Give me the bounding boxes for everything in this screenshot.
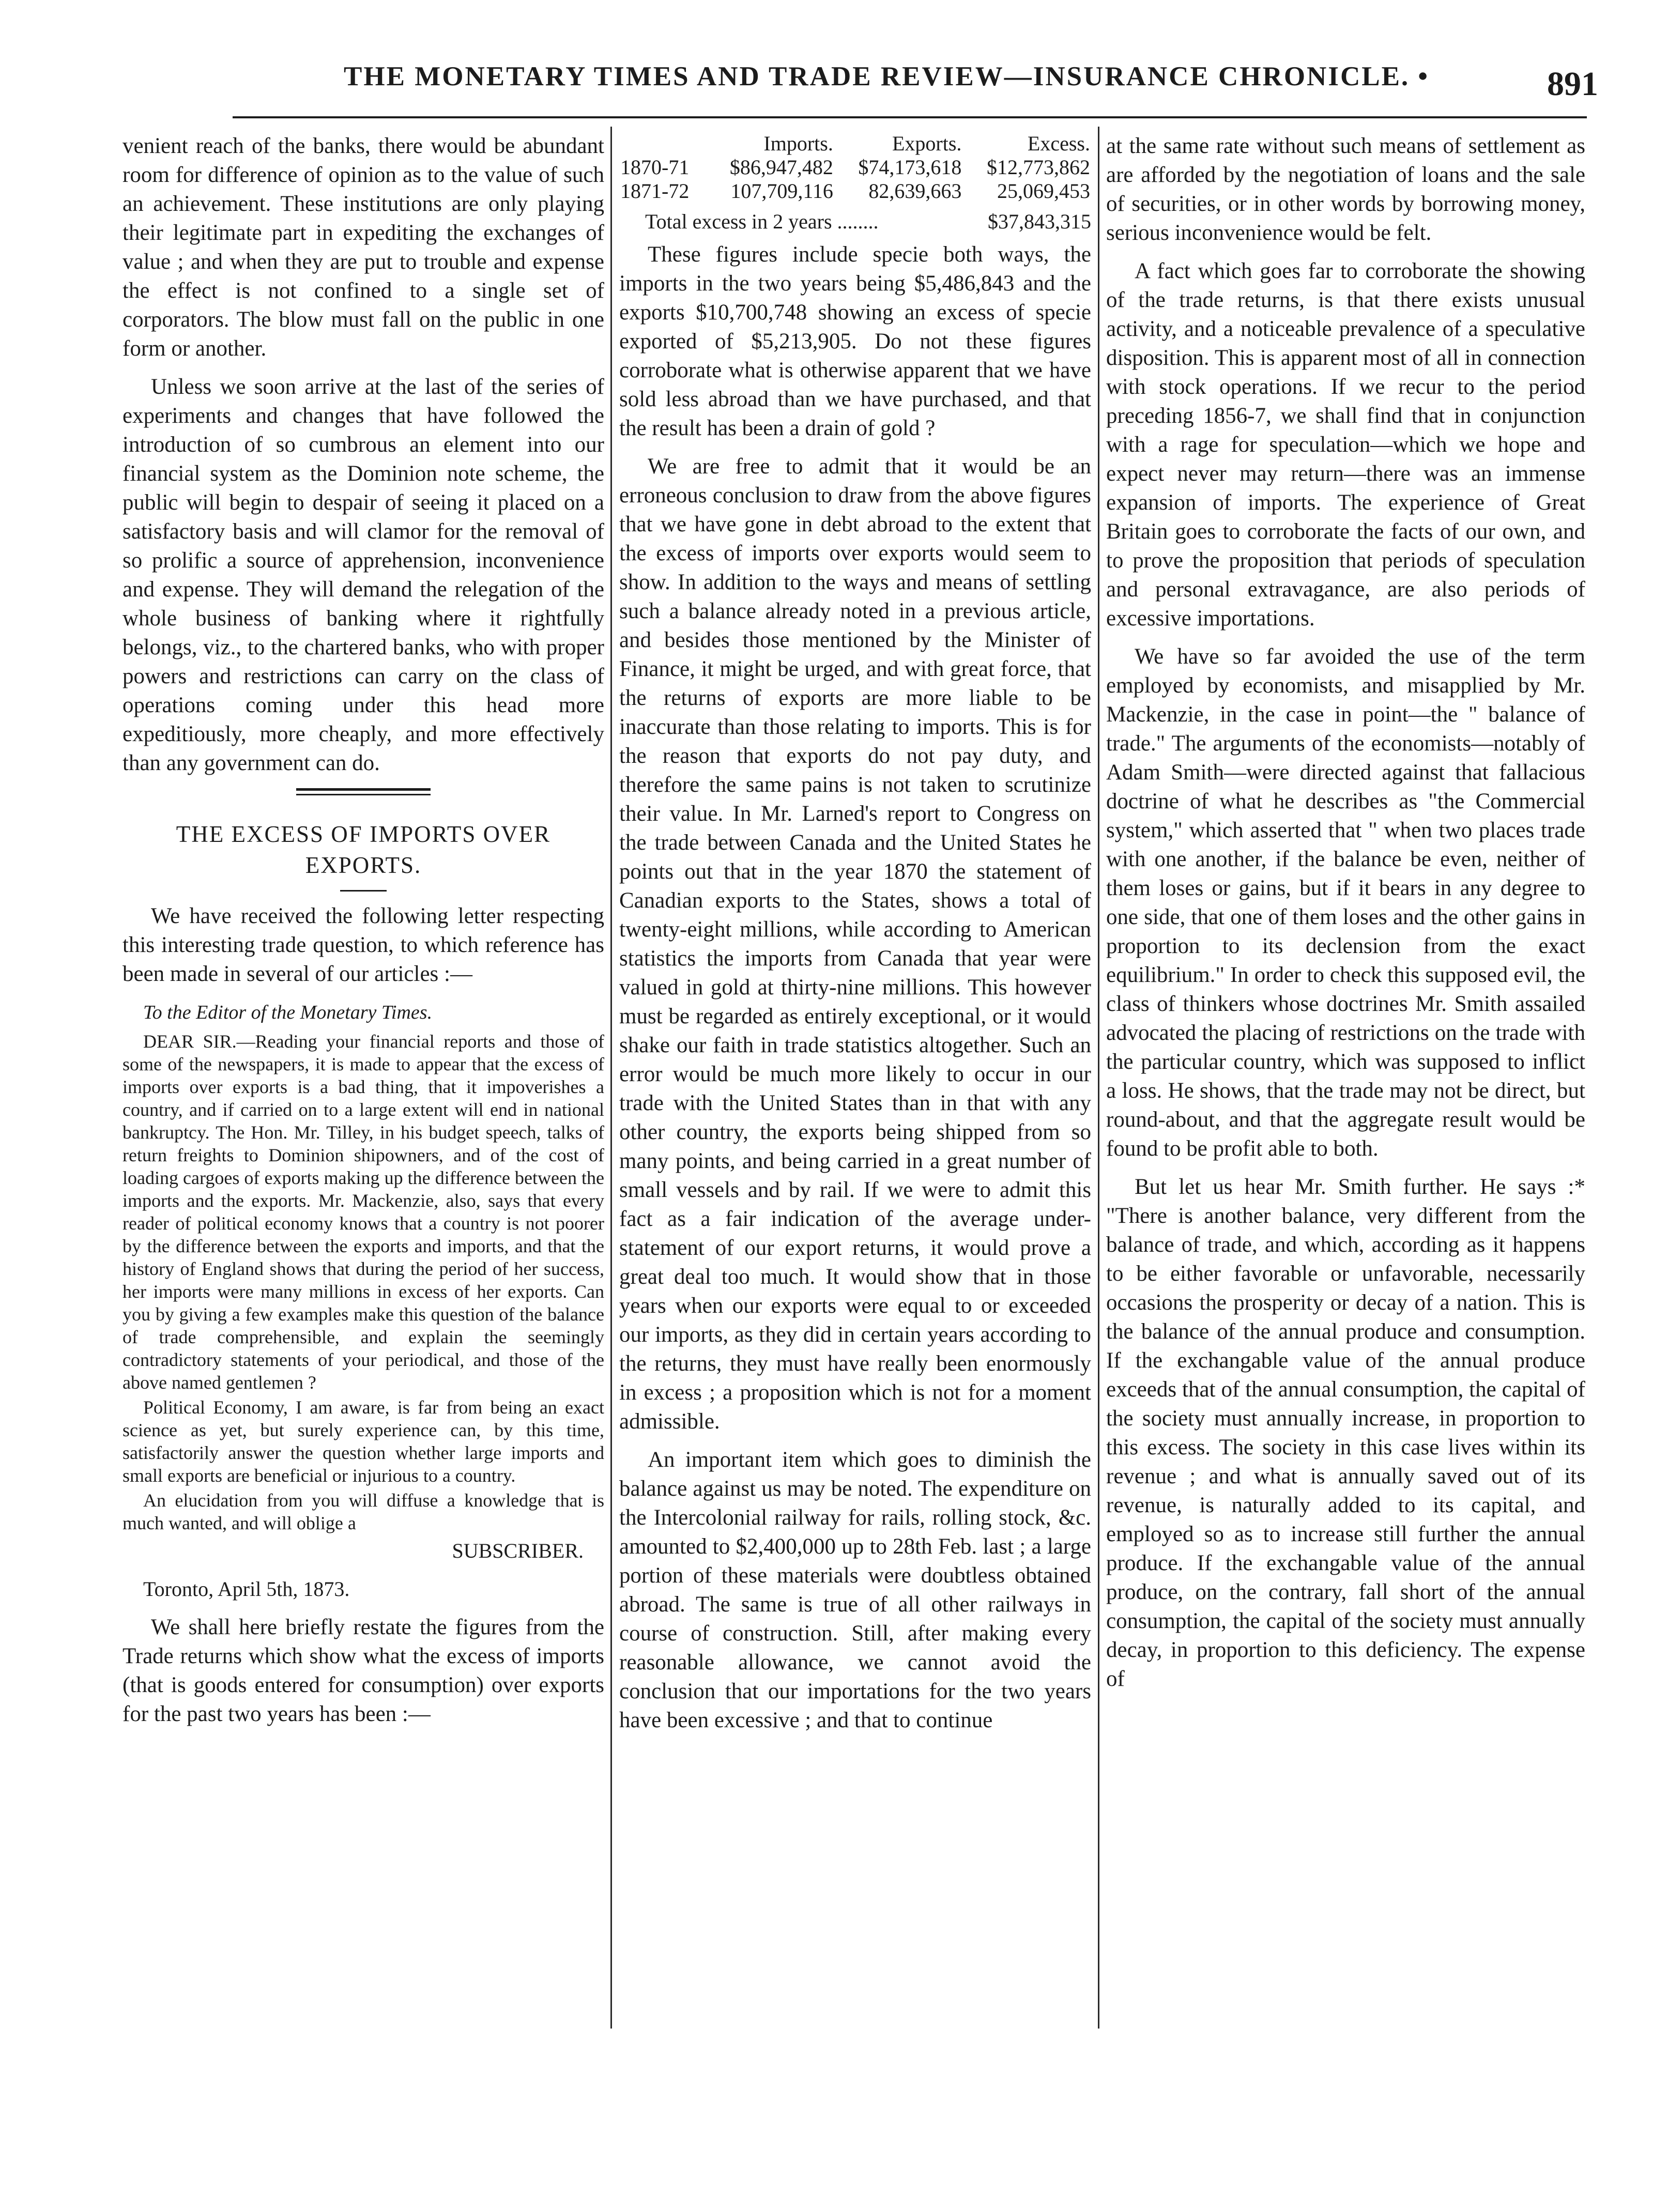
paragraph: venient reach of the banks, there would be abundant room for difference of opinion as to the value of such an achievement. These institutions are only playing their legitimate part in expediting the exchanges of value ; and when they are put to trouble and expense the effect is not confined to a single set of corporators. The blow must fall on the public in one form or another. <box>123 134 604 361</box>
paragraph: We are free to admit that it would be an erroneous conclusion to draw from the above figures that we have gone in debt abroad to the extent that the excess of imports over exports would seem to show. In addition to the ways and means of settling such a balance already noted in a previous article, and besides those mentioned by the Minister of Finance, it might be urged, and with great force, that the returns of exports are more liable to be inaccurate than those relating to imports. This is for the reason that exports do not pay duty, and therefore the same pains is not taken to scrutinize their value. In Mr. Larned's report to Congress on the trade between Canada and the United States he points out that in the year 1870 the statement of Canadian exports to the States, shows a total of twenty-eight millions, while according to American statistics the imports from Canada that year were valued in gold at thirty-nine millions. This however must be regarded as entirely exceptional, or it would shake our faith in trade statistics altogether. Such an error would be much more likely to occur in our trade with the United States than in that with any other country, the exports being shipped from so many points, and being carried in a great number of small vessels and by rail. If we were to admit this fact as a fair indication of the average under-statement of our export returns, it would prove a great deal too much. It would show that in those years when our exports were equal to or exceeded our imports, as they did in certain years according to the returns, they must have really been enormously in excess ; a proposition which is not for a moment admissible. <box>619 454 1091 1434</box>
page-number: 891 <box>1547 65 1598 103</box>
paragraph: We shall here briefly restate the figures from the Trade returns which show what the excess of imports (that is goods entered for consumption) over exports for the past two years has been :— <box>123 1615 604 1726</box>
table-header: Excess. <box>1027 132 1090 155</box>
trade-table <box>619 132 1091 203</box>
total-value: $37,843,315 <box>988 210 1091 233</box>
table-cell: 82,639,663 <box>868 179 962 203</box>
table-cell: $12,773,862 <box>987 156 1090 179</box>
letter-salutation-line: To the Editor of the Monetary Times. <box>143 1002 433 1023</box>
section-rule <box>296 788 431 795</box>
paragraph: An important item which goes to diminish the balance against us may be noted. The expenditure on the Intercolonial railway for rails, rolling stock, &c. amounted to $2,400,000 up to 28th Feb. last ; a large portion of these materials were doubtless obtained abroad. The same is true of all other railways in course of construction. Still, after making every reasonable allowance, we cannot avoid the conclusion that our importations for the two years have been excessive ; and that to continue <box>619 1448 1091 1732</box>
paragraph: A fact which goes far to corroborate the showing of the trade returns, is that there exists unusual activity, and a noticeable prevalence of a speculative disposition. This is apparent most of all in connection with stock operations. If we recur to the period preceding 1856-7, we shall find that in conjunction with a rage for speculation—which we hope and expect never may return—there was an immense expansion of imports. The experience of Great Britain goes to corroborate the facts of our own, and to prove the proposition that periods of speculation and personal extravagance, are also periods of excessive importations. <box>1106 259 1585 631</box>
paragraph: at the same rate without such means of settlement as are afforded by the negotiation of loans and the sale of securities, or in other words by borrowing money, serious inconvenience would be felt. <box>1106 134 1585 245</box>
paragraph: Unless we soon arrive at the last of the series of experiments and changes that have followed the introduction of so cumbrous an element into our financial system as the Dominion note scheme, the public will begin to despair of seeing it placed on a satisfactory basis and will clamor for the removal of so prolific a source of apprehension, inconvenience and expense. They will demand the relegation of the whole business of banking where it rightfully belongs, viz., to the chartered banks, who with proper powers and restrictions can carry on the class of operations coming under this head more expeditiously, more cheaply, and more effectively than any government can do. <box>123 375 604 775</box>
column-2 <box>619 132 1091 1744</box>
running-header: THE MONETARY TIMES AND TRADE REVIEW—INSURANCE CHRONICLE. • <box>344 62 1429 91</box>
column-3 <box>1106 132 1585 1703</box>
letter-signature: SUBSCRIBER. <box>452 1539 584 1562</box>
table-header-row <box>619 132 1091 156</box>
table-row <box>619 156 1091 179</box>
table-cell: $86,947,482 <box>729 156 833 179</box>
table-header: Imports. <box>763 132 833 155</box>
table-header <box>619 132 706 156</box>
paragraph: These figures include specie both ways, the imports in the two years being $5,486,843 and the exports $10,700,748 showing an excess of specie exported of $5,213,905. Do not these figures corroborate what is otherwise apparent that we have sold less abroad than we have purchased, and that the result has been a drain of gold ? <box>619 242 1091 440</box>
table-cell: 1871-72 <box>620 179 690 203</box>
letter-paragraph: Political Economy, I am aware, is far from being an exact science as yet, but surely experience can, by this time, satisfactorily answer the question whether large imports and small exports are beneficial or injurious to a country. <box>123 1397 604 1486</box>
letter-place-date: Toronto, April 5th, 1873. <box>143 1577 350 1601</box>
paragraph: But let us hear Mr. Smith further. He says :* "There is another balance, very different from the balance of trade, and which, according as it happens to be either favorable or unfavorable, necessarily occasions the prosperity or decay of a nation. This is the balance of the annual produce and consumption. If the exchangable value of the annual produce exceeds that of the annual consumption, the capital of the society must annually increase, in proportion to this excess. The society in this case lives within its revenue ; and what is annually saved out of its revenue, is naturally added to its capital, and employed so as to increase still further the annual produce. If the exchangable value of the annual produce, on the contrary, fall short of the annual consumption, the capital of the society must annually decay, in proportion to this deficiency. The expense of <box>1106 1175 1585 1691</box>
table-cell: 107,709,116 <box>730 179 833 203</box>
paragraph: We have received the following letter respecting this interesting trade question, to which reference has been made in several of our articles :— <box>123 904 604 986</box>
table-total-row <box>619 207 1091 236</box>
table-header: Exports. <box>892 132 962 155</box>
table-cell: $74,173,618 <box>858 156 962 179</box>
letter-paragraph: DEAR SIR.—Reading your financial reports and those of some of the newspapers, it is made to appear that the excess of imports over exports is a bad thing, that it impoverishes a country, and if carried on to a large extent will end in national bankruptcy. The Hon. Mr. Tilley, in his budget speech, talks of return freights to Dominion shipowners, and of the cost of loading cargoes of exports making up the difference between the imports and the exports. Mr. Mackenzie, also, says that every reader of political economy knows that a country is not poorer by the difference between the exports and imports, and that the history of England shows that during the period of her success, her imports were many millions in excess of her exports. Can you by giving a few examples make this question of the balance of trade comprehensible, and explain the seemingly contradictory statements of your periodical, and those of the above named gentlemen ? <box>123 1031 604 1393</box>
heading-rule <box>340 890 387 892</box>
article-heading: THE EXCESS OF IMPORTS OVER EXPORTS. <box>176 821 551 878</box>
table-cell: 1870-71 <box>620 156 690 179</box>
letter-body <box>123 1030 604 1534</box>
paragraph: We have so far avoided the use of the term employed by economists, and misapplied by Mr. Mackenzie, in the case in point—the " balance of trade." The arguments of the economists—notably of Adam Smith—were directed against that fallacious doctrine of what he describes as "the Commercial system," which asserted that " when two places trade with one another, if the balance be even, neither of them loses or gains, but if it bears in any degree to one side, that one of them loses and the other gains in proportion to its declension from the exact equilibrium." In order to check this supposed evil, the class of thinkers whose doctrines Mr. Smith assailed advocated the placing of restrictions on the trade with the particular country, which was supposed to inflict a loss. He shows, that the trade may not be direct, but round-about, and that the aggregate result would be found to be profit able to both. <box>1106 644 1585 1161</box>
column-1 <box>123 132 604 1738</box>
header-rule <box>233 116 1587 118</box>
column-divider-2 <box>1098 127 1099 2029</box>
column-divider-1 <box>610 127 612 2029</box>
table-cell: 25,069,453 <box>997 179 1090 203</box>
total-label: Total excess in 2 years ........ <box>645 210 879 233</box>
letter-paragraph: An elucidation from you will diffuse a knowledge that is much wanted, and will oblige a <box>123 1490 604 1533</box>
table-row <box>619 179 1091 203</box>
